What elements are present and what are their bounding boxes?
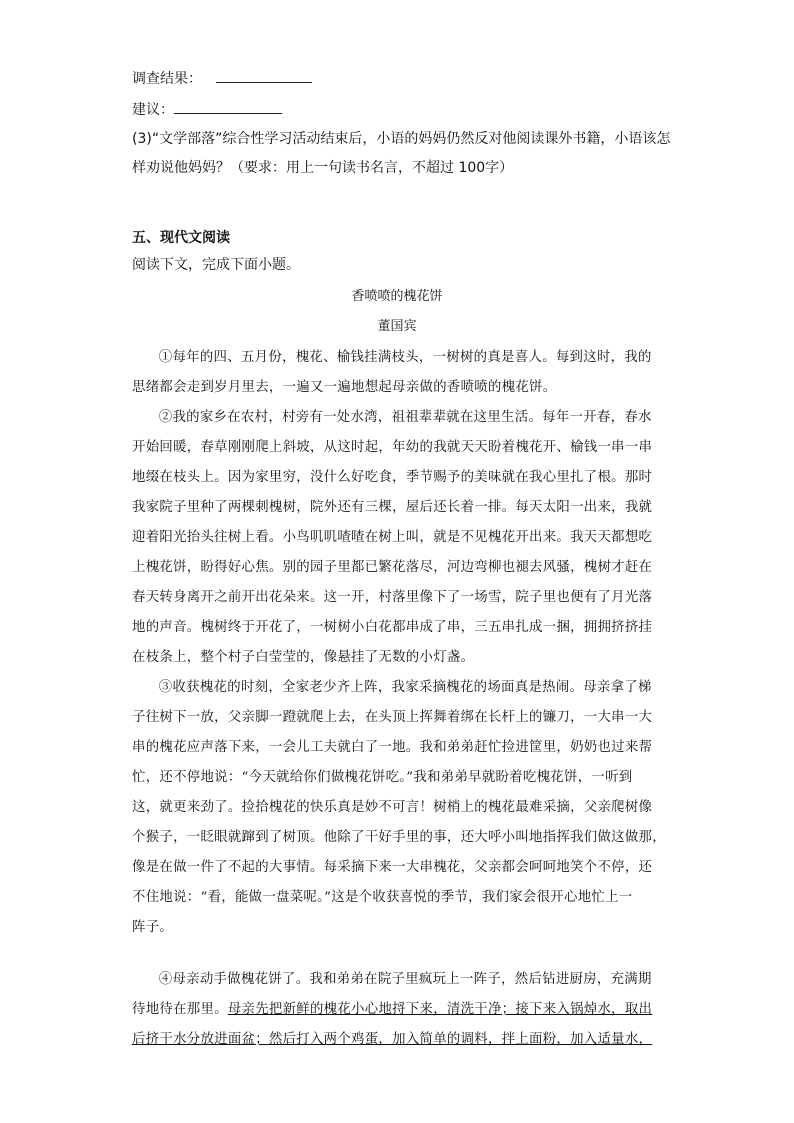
article-title: 香喷喷的槐花饼 xyxy=(351,289,443,304)
article-line: 阵子。 xyxy=(132,920,174,935)
article-line: 待地待在那里。母亲先把新鲜的槐花小心地捋下来，清洗干净；接下来入锅焯水，取出 xyxy=(132,1002,653,1017)
article-line: 子往树下一放，父亲脚一蹬就爬上去，在头顶上挥舞着绑在长杆上的镰刀，一大串一大 xyxy=(132,710,653,725)
underlined-sentence: 后挤干水分放进面盆；然后打入两个鸡蛋，加入简单的调料，拌上面粉，加入适量水， xyxy=(132,1032,653,1047)
section-instruction: 阅读下文，完成下面小题。 xyxy=(132,257,300,273)
article-line: 迎着阳光抬头往树上看。小鸟叽叽喳喳在树上叫，就是不见槐花开出来。我天天都想吃 xyxy=(132,530,653,545)
article-line: 像是在做一件了不起的大事情。每采摘下来一大串槐花，父亲都会呵呵地笑个不停，还 xyxy=(132,860,653,875)
article-line: 开始回暖，春草刚刚爬上斜坡，从这时起，年幼的我就天天盼着槐花开、榆钱一串一串 xyxy=(132,440,653,455)
article-line: 我家院子里种了两棵刺槐树，院外还有三棵，屋后还长着一排。每天太阳一出来，我就 xyxy=(132,500,653,515)
article-line: 地的声音。槐树终于开花了，一树树小白花都串成了串，三五串扎成一捆，拥拥挤挤挂 xyxy=(132,620,653,635)
article-line: ①每年的四、五月份，槐花、榆钱挂满枝头，一树树的真是喜人。每到这时，我的 xyxy=(158,350,652,365)
question3-line2: 样劝说他妈妈？（要求：用上一句读书名言，不超过 100字） xyxy=(132,160,514,176)
article-line: ④母亲动手做槐花饼了。我和弟弟在院子里疯玩上一阵子，然后钻进厨房，充满期 xyxy=(158,972,652,987)
article-line: 不住地说：“看，能做一盘菜呢。”这是个收获喜悦的季节，我们家会很开心地忙上一 xyxy=(132,890,633,905)
article-line: 串的槐花应声落下来，一会儿工夫就白了一地。我和弟弟赶忙捡进筐里，奶奶也过来帮 xyxy=(132,740,653,755)
question3-line1: (3)“文学部落”综合性学习活动结束后，小语的妈妈仍然反对他阅读课外书籍，小语该怎 xyxy=(132,131,671,147)
article-line: ③收获槐花的时刻，全家老少齐上阵，我家采摘槐花的场面真是热闹。母亲拿了梯 xyxy=(158,680,652,695)
suggestion-label: 建议： xyxy=(132,102,174,118)
article-line: ②我的家乡在农村，村旁有一处水湾，祖祖辈辈就在这里生活。每年一开春，春水 xyxy=(158,410,652,425)
article-line: 地缀在枝头上。因为家里穷，没什么好吃食，季节赐予的美味就在我心里扎了根。那时 xyxy=(132,470,653,485)
article-author: 董国宾 xyxy=(377,319,417,334)
article-line: 上槐花饼，盼得好心焦。别的园子里都已繁花落尽，河边弯柳也褪去风骚，槐树才赶在 xyxy=(132,560,653,575)
survey-result-label: 调查结果： xyxy=(132,71,202,87)
article-line: 这，就更来劲了。捡拾槐花的快乐真是妙不可言！树梢上的槐花最难采摘，父亲爬树像 xyxy=(132,800,653,815)
article-line: 忙，还不停地说：“今天就给你们做槐花饼吃。”我和弟弟早就盼着吃槐花饼，一听到 xyxy=(132,770,633,785)
article-line: 个猴子，一眨眼就蹿到了树顶。他除了干好手里的事，还大呼小叫地指挥我们做这做那， xyxy=(132,830,666,845)
article-line: 春天转身离开之前开出花朵来。这一开，村落里像下了一场雪，院子里也便有了月光落 xyxy=(132,590,653,605)
suggestion-blank[interactable] xyxy=(174,99,282,114)
suggestion-line xyxy=(132,99,282,120)
article-line: 在枝条上，整个村子白莹莹的，像悬挂了无数的小灯盏。 xyxy=(132,650,475,665)
underlined-sentence: 母亲先把新鲜的槐花小心地捋下来，清洗干净；接下来入锅焯水，取出 xyxy=(227,1002,653,1017)
survey-result-line xyxy=(132,68,312,89)
section-heading: 五、现代文阅读 xyxy=(132,230,230,246)
survey-result-blank[interactable] xyxy=(216,68,312,83)
article-line: 思绪都会走到岁月里去，一遍又一遍地想起母亲做的香喷喷的槐花饼。 xyxy=(132,380,557,395)
